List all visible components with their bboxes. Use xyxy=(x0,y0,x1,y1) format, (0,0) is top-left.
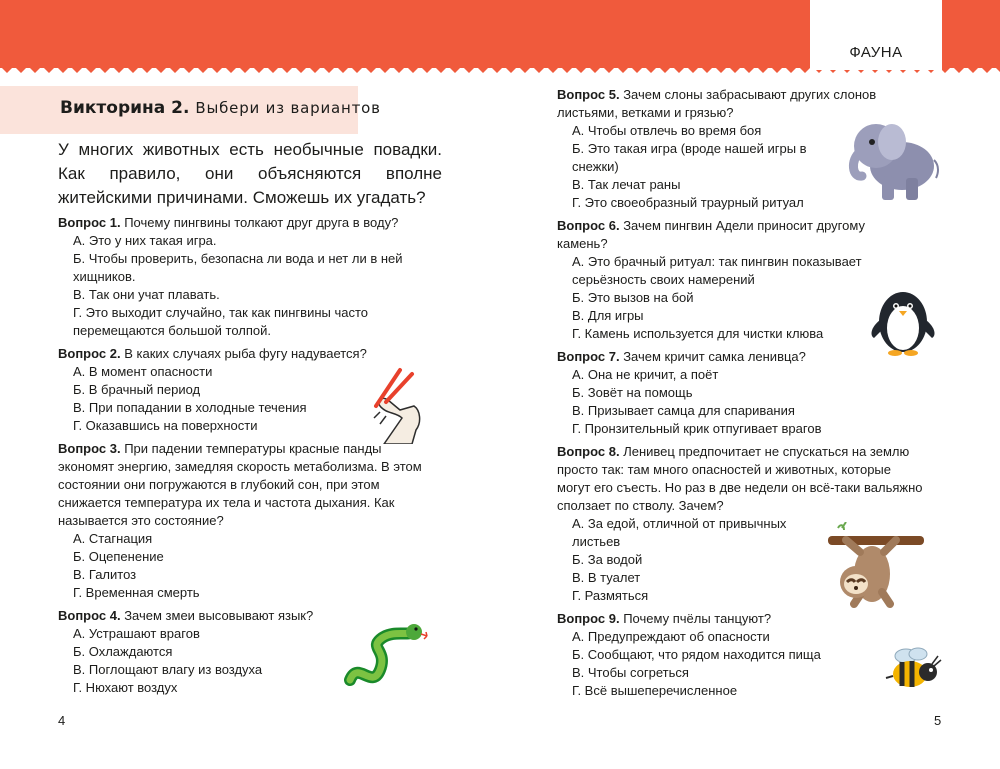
option xyxy=(58,304,430,340)
option: В. Поглощают влагу из воздуха xyxy=(73,662,263,677)
penguin-icon xyxy=(868,280,938,356)
option: А. Чтобы отвлечь во время боя xyxy=(572,123,762,138)
option: Г. Размяться xyxy=(572,588,649,603)
intro-paragraph: У многих животных есть необычные повадки. Как правило, они объясняются вполне житейскими причинами. Сможешь их угадать? xyxy=(58,140,442,207)
option: А. Устрашают врагов xyxy=(73,626,200,641)
option: Г. Всё вышеперечисленное xyxy=(572,683,738,698)
question-number: Вопрос 5. xyxy=(557,87,620,102)
question-number: Вопрос 3. xyxy=(58,441,121,456)
question-text: Зачем кричит самка ленивца? xyxy=(623,349,806,364)
question-number: Вопрос 1. xyxy=(58,215,121,230)
bee-icon xyxy=(882,644,942,694)
option: Б. В брачный период xyxy=(73,382,201,397)
option-text: Г. Это выходит случайно, так как пингвины часто перемещаются большой толпой. xyxy=(73,305,369,338)
option xyxy=(58,250,430,286)
option: Г. Пронзительный крик отпугивает врагов xyxy=(572,421,822,436)
option: Г. Временная смерть xyxy=(73,585,200,600)
option: В. В туалет xyxy=(572,570,641,585)
question-1 xyxy=(58,214,430,340)
question-text: В каких случаях рыба фугу надувается? xyxy=(124,346,367,361)
quiz-title-text: Выбери из вариантов xyxy=(195,99,381,117)
question-number: Вопрос 9. xyxy=(557,611,620,626)
option: Г. Нюхают воздух xyxy=(73,680,178,695)
question-text: Ленивец предпочитает не спускаться на землю просто так: там много опасностей и животных, которые могут его съесть. Но раз в две недели он всё-таки вальяжно сползает по стволу. Зачем? xyxy=(557,444,923,513)
option: Б. Сообщают, что рядом находится пища xyxy=(572,647,821,662)
question-3 xyxy=(58,440,430,602)
section-label: ФАУНА xyxy=(849,44,903,61)
option: В. Так они учат плавать. xyxy=(73,287,220,302)
option: А. Она не кричит, а поёт xyxy=(572,367,719,382)
sloth-icon xyxy=(826,522,926,614)
option: В. Для игры xyxy=(572,308,644,323)
question-number: Вопрос 8. xyxy=(557,444,620,459)
option: В. Чтобы согреться xyxy=(572,665,689,680)
question-text: Зачем пингвин Адели приносит другому камень? xyxy=(557,218,865,251)
question-7 xyxy=(557,348,929,438)
snake-icon xyxy=(342,620,428,692)
question-number: Вопрос 2. xyxy=(58,346,121,361)
option: А. Предупреждают об опасности xyxy=(572,629,770,644)
question-number: Вопрос 4. xyxy=(58,608,121,623)
question-9 xyxy=(557,610,929,700)
option: Б. Зовёт на помощь xyxy=(572,385,693,400)
quiz-title xyxy=(60,98,381,118)
option: Г. Оказавшись на поверхности xyxy=(73,418,258,433)
option: Б. Это вызов на бой xyxy=(572,290,694,305)
question-text: Зачем змеи высовывают язык? xyxy=(124,608,314,623)
option: В. Галитоз xyxy=(73,567,137,582)
page-number-left: 4 xyxy=(58,713,66,728)
option: В. При попадании в холодные течения xyxy=(73,400,307,415)
option: В. Так лечат раны xyxy=(572,177,681,192)
question-text: Почему пчёлы танцуют? xyxy=(623,611,772,626)
option-text: Б. Чтобы проверить, безопасна ли вода и нет ли в ней хищников. xyxy=(73,251,403,284)
option: А. В момент опасности xyxy=(73,364,213,379)
option: В. Призывает самца для спаривания xyxy=(572,403,795,418)
chopsticks-hand-icon xyxy=(356,366,436,444)
question-text: Почему пингвины толкают друг друга в воду? xyxy=(124,215,399,230)
question-text: При падении температуры красные панды экономят энергию, замедляя скорость метаболизма. В этом состоянии они погружаются в глубокий сон, при этом снижается температура их тела и частота дыхания. Как называется это состояние? xyxy=(58,441,422,528)
elephant-icon xyxy=(846,116,942,202)
option: Б. Охлаждаются xyxy=(73,644,173,659)
option: А. За едой, отличной от привычных листьев xyxy=(572,516,787,549)
option: Г. Камень используется для чистки клюва xyxy=(572,326,824,341)
option: А. Это брачный ритуал: так пингвин показывает серьёзность своих намерений xyxy=(572,254,862,287)
option: Б. Оцепенение xyxy=(73,549,164,564)
option: Г. Это своеобразный траурный ритуал xyxy=(572,195,804,210)
option: А. Это у них такая игра. xyxy=(73,233,217,248)
option: Б. За водой xyxy=(572,552,643,567)
option: Б. Это такая игра (вроде нашей игры в снежки) xyxy=(572,141,807,174)
question-text: Зачем слоны забрасывают других слонов листьями, ветками и грязью? xyxy=(557,87,877,120)
question-number: Вопрос 7. xyxy=(557,349,620,364)
question-number: Вопрос 6. xyxy=(557,218,620,233)
page-number-right: 5 xyxy=(934,713,942,728)
option: А. Стагнация xyxy=(73,531,153,546)
quiz-title-number: Викторина 2. xyxy=(60,98,190,118)
